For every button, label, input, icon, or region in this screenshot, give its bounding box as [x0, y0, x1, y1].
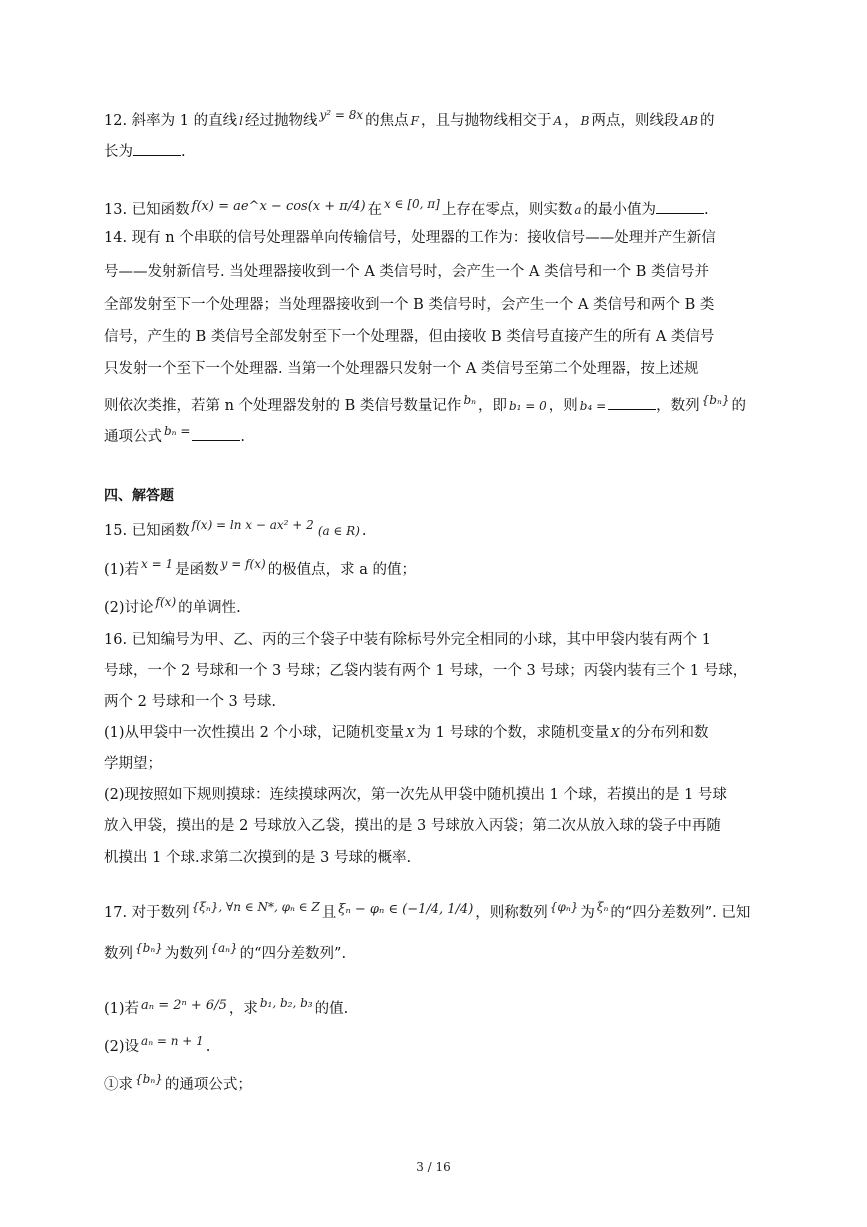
- text: 长为: [104, 144, 133, 160]
- q16-line-2: 号球，一个 2 号球和一个 3 号球；乙袋内装有两个 1 号球，一个 3 号球；丙袋内装有三个 1 号球，: [104, 663, 748, 679]
- q17-line-2: [104, 941, 764, 964]
- text: 13. 已知函数: [104, 202, 190, 218]
- text: ，则: [548, 398, 578, 414]
- answer-blank: [192, 425, 240, 441]
- q15-line-1: [104, 518, 764, 541]
- text: 通项公式: [104, 429, 162, 445]
- math-expr: f(x) = ae^x − cos(x + π/4): [191, 199, 366, 214]
- q12-line-1: [104, 108, 764, 131]
- q14-line-6: [104, 394, 764, 416]
- math-expr: A: [553, 114, 563, 128]
- math-expr: b₁ = 0: [508, 399, 547, 413]
- text: .: [205, 1039, 211, 1055]
- answer-blank: [656, 198, 704, 214]
- math-expr: l: [239, 114, 243, 128]
- math-expr: {ξₙ}, ∀n ∈ N*, φₙ ∈ Z: [191, 900, 320, 914]
- q16-part-2-line-2: 放入甲袋，摸出的是 2 号球放入乙袋，摸出的是 3 号球放入丙袋；第二次从放入球的袋子中再随: [104, 818, 721, 834]
- text: .: [240, 429, 246, 445]
- text: ，且与抛物线相交于: [420, 113, 552, 129]
- text: 数列: [104, 946, 133, 962]
- math-expr: b₁, b₂, b₃: [259, 996, 313, 1010]
- text: 为数列: [164, 946, 209, 962]
- text: 的极值点，求 a 的值；: [267, 562, 417, 578]
- math-expr: X: [405, 726, 415, 740]
- q16-part-2-line-1: (2)现按照如下规则摸球：连续摸球两次，第一次先从甲袋中随机摸出 1 个球，若摸出的是 1 号球: [104, 787, 727, 803]
- text: ，即: [477, 398, 507, 414]
- text: 为 1 号球的个数，求随机变量: [416, 725, 609, 741]
- math-expr: x = 1: [141, 557, 174, 571]
- math-expr: ξₙ: [596, 900, 609, 914]
- text: (1)若: [104, 1001, 140, 1017]
- q17-line-1: [104, 900, 764, 924]
- text: ，求: [228, 1001, 258, 1017]
- math-expr: b₄ =: [579, 399, 607, 413]
- math-expr: y = f(x): [220, 557, 266, 571]
- q14-line-1: 14. 现有 n 个串联的信号处理器单向传输信号，处理器的工作为：接收信号——处理并产生新信: [104, 230, 716, 246]
- section-heading: 四、解答题: [104, 488, 174, 504]
- text: ，: [564, 113, 579, 129]
- math-expr: aₙ = 2ⁿ + 6/5: [141, 998, 227, 1013]
- q17-part-1: [104, 996, 764, 1020]
- text: .: [361, 523, 367, 539]
- math-expr: bₙ: [463, 393, 476, 407]
- text: ，数列: [656, 398, 700, 414]
- math-expr: {aₙ}: [210, 941, 238, 955]
- q17-subpart-1: [104, 1072, 764, 1095]
- text: 的: [731, 398, 746, 414]
- math-expr: {bₙ}: [135, 941, 163, 955]
- math-expr: B: [580, 114, 590, 128]
- math-expr: ξₙ − φₙ ∈ (−1/4, 1/4): [338, 902, 474, 917]
- q12-line-2: [104, 140, 764, 162]
- math-expr: X: [610, 726, 620, 740]
- math-expr: {bₙ}: [701, 393, 730, 407]
- math-expr: aₙ = n + 1: [141, 1034, 204, 1048]
- text: 为: [580, 905, 595, 921]
- math-expr: f(x): [155, 595, 177, 609]
- text: 的: [699, 113, 715, 129]
- math-expr: (a ∈ R): [317, 524, 360, 538]
- q14-line-4: 信号，产生的 B 类信号全部发射至下一个处理器，但由接收 B 类信号直接产生的所有 A 类信号: [104, 329, 715, 345]
- q17-part-2: [104, 1034, 764, 1057]
- text: 17. 对于数列: [104, 905, 190, 921]
- math-expr: bₙ =: [164, 424, 191, 438]
- text: 的焦点: [365, 113, 409, 129]
- math-expr: {bₙ}: [135, 1072, 163, 1086]
- text: 的最小值为: [583, 202, 656, 218]
- q16-line-1: 16. 已知编号为甲、乙、丙的三个袋子中装有除标号外完全相同的小球，其中甲袋内装有两个 1: [104, 632, 711, 648]
- text: (2)讨论: [104, 600, 154, 616]
- text: 的分布列和数: [621, 725, 709, 741]
- math-expr: AB: [680, 114, 698, 128]
- q16-line-3: 两个 2 号球和一个 3 号球.: [104, 694, 276, 710]
- q14-line-3: 全部发射至下一个处理器；当处理器接收到一个 B 类信号时，会产生一个 A 类信号和两个 B 类: [104, 297, 715, 313]
- text: 经过抛物线: [244, 113, 318, 129]
- text: (1)从甲袋中一次性摸出 2 个小球，记随机变量: [104, 725, 404, 741]
- text: .: [181, 144, 186, 160]
- text: 的单调性.: [178, 600, 241, 616]
- q14-line-5: 只发射一个至下一个处理器. 当第一个处理器只发射一个 A 类信号至第二个处理器，按上述规: [104, 361, 699, 377]
- text: 则依次类推，若第 n 个处理器发射的 B 类信号数量记作: [104, 398, 462, 414]
- answer-blank: [133, 140, 181, 156]
- q16-part-2-line-3: 机摸出 1 个球.求第二次摸到的是 3 号球的概率.: [104, 850, 412, 866]
- q16-part-1: [104, 723, 764, 743]
- text: 的“四分差数列”. 已知: [610, 905, 751, 921]
- text: 且: [321, 905, 337, 921]
- text: 15. 已知函数: [104, 523, 190, 539]
- answer-blank: [608, 394, 656, 410]
- text: ①求: [104, 1077, 133, 1093]
- text: 的值.: [314, 1001, 349, 1017]
- text: 12. 斜率为 1 的直线: [104, 113, 238, 129]
- math-expr: {φₙ}: [549, 900, 579, 914]
- q15-part-1: [104, 557, 764, 580]
- text: 是函数: [175, 562, 219, 578]
- q16-part-1-cont: 学期望；: [104, 756, 162, 772]
- text: (1)若: [104, 562, 140, 578]
- math-expr: f(x) = ln x − ax² + 2: [191, 518, 314, 532]
- q13-line: [104, 198, 764, 221]
- text: 的通项公式；: [164, 1077, 252, 1093]
- math-expr: a: [574, 203, 582, 217]
- text: 两点，则线段: [591, 113, 679, 129]
- q15-part-2: [104, 595, 764, 618]
- q14-line-7: [104, 425, 764, 447]
- math-expr: x ∈ [0, π]: [384, 197, 440, 211]
- text: .: [704, 202, 709, 218]
- text: 在: [367, 202, 383, 218]
- text: ，则称数列: [475, 905, 548, 921]
- q14-line-2: 号——发射新信号. 当处理器接收到一个 A 类信号时，会产生一个 A 类信号和一个 B 类信号并: [104, 264, 709, 280]
- page-number: 3 / 16: [416, 1160, 451, 1174]
- math-expr: y² = 8x: [319, 108, 364, 122]
- text: 上存在零点，则实数: [441, 202, 573, 218]
- text: 的“四分差数列”.: [239, 946, 347, 962]
- text: (2)设: [104, 1039, 140, 1055]
- math-expr: F: [410, 114, 419, 128]
